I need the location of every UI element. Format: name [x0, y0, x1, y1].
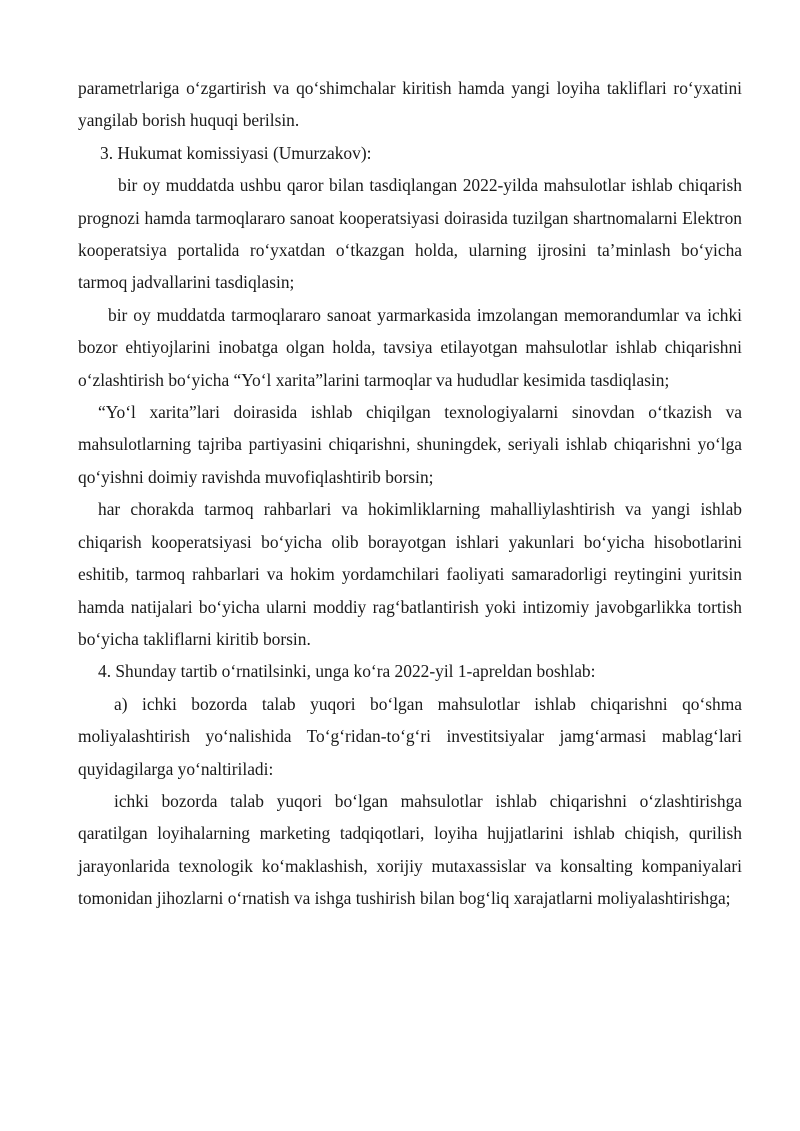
paragraph-continuation: parametrlariga o‘zgartirish va qo‘shimchalar kiritish hamda yangi loyiha takliflari ro‘yxatini yangilab borish huquqi berilsin. [78, 78, 742, 131]
paragraph-roadmap-coordination: “Yo‘l xarita”lari doirasida ishlab chiqilgan texnologiyalarni sinovdan o‘tkazish va mahsulotlarning tajriba partiyasini chiqarishni, shuningdek, seriyali ishlab chiqarishni yo‘lga qo‘yishni doimiy ravishda muvofiqlashtirib borsin; [78, 402, 742, 487]
paragraph-item-4a: a) ichki bozorda talab yuqori bo‘lgan mahsulotlar ishlab chiqarishni qo‘shma moliyalashtirish yo‘nalishida To‘g‘ridan-to‘g‘ri investitsiyalar jamg‘armasi mablag‘lari quyidagilarga yo‘naltiriladi: [78, 693, 742, 779]
paragraph-quarterly-reports: har chorakda tarmoq rahbarlari va hokimliklarning mahalliylashtirish va yangi ishlab chiqarish kooperatsiyasi bo‘yicha olib borayotgan ishlari yakunlari bo‘yicha hisobotlarini eshitib, tarmoq rahbarlari va hokim yordamchilari faoliyati samaradorligi reytingini yuritsin hamda natijalari bo‘yicha ularni moddiy rag‘batlantirish yoki intizomiy javobgarlikka tortish bo‘yicha takliflarni kiritib borsin. [78, 499, 742, 649]
paragraph-financing-purpose: ichki bozorda talab yuqori bo‘lgan mahsulotlar ishlab chiqarishni o‘zlashtirishga qaratilgan loyihalarning marketing tadqiqotlari, loyiha hujjatlarini ishlab chiqish, qurilish jarayonlarida texnologik ko‘maklashish, xorijiy mutaxassislar va konsalting kompaniyalari tomonidan jihozlarni o‘rnatish va ishga tushirish bilan bog‘liq xarajatlarni moliyalashtirishga; [78, 790, 742, 909]
paragraph-schedule-approval: bir oy muddatda ushbu qaror bilan tasdiqlangan 2022-yilda mahsulotlar ishlab chiqarish prognozi hamda tarmoqlararo sanoat kooperatsiyasi doirasida tuzilgan shartnomalarni Elektron kooperatsiya portalida ro‘yxatdan o‘tkazgan holda, ularning ijrosini ta’minlash bo‘yicha tarmoq jadvallarini tasdiqlasin; [78, 175, 742, 293]
paragraph-roadmap-approval: bir oy muddatda tarmoqlararo sanoat yarmarkasida imzolangan memorandumlar va ichki bozor ehtiyojlarini inobatga olgan holda, tavsiya etilayotgan mahsulotlar ishlab chiqarishni o‘zlashtirish bo‘yicha “Yo‘l xarita”larini tarmoqlar va hududlar kesimida tasdiqlasin; [78, 304, 742, 390]
document-page [78, 72, 742, 915]
paragraph-item-4-heading: 4. Shunday tartib o‘rnatilsinki, unga ko‘ra 2022-yil 1-apreldan boshlab: [98, 661, 596, 682]
paragraph-item-3-heading: 3. Hukumat komissiyasi (Umurzakov): [100, 142, 372, 163]
